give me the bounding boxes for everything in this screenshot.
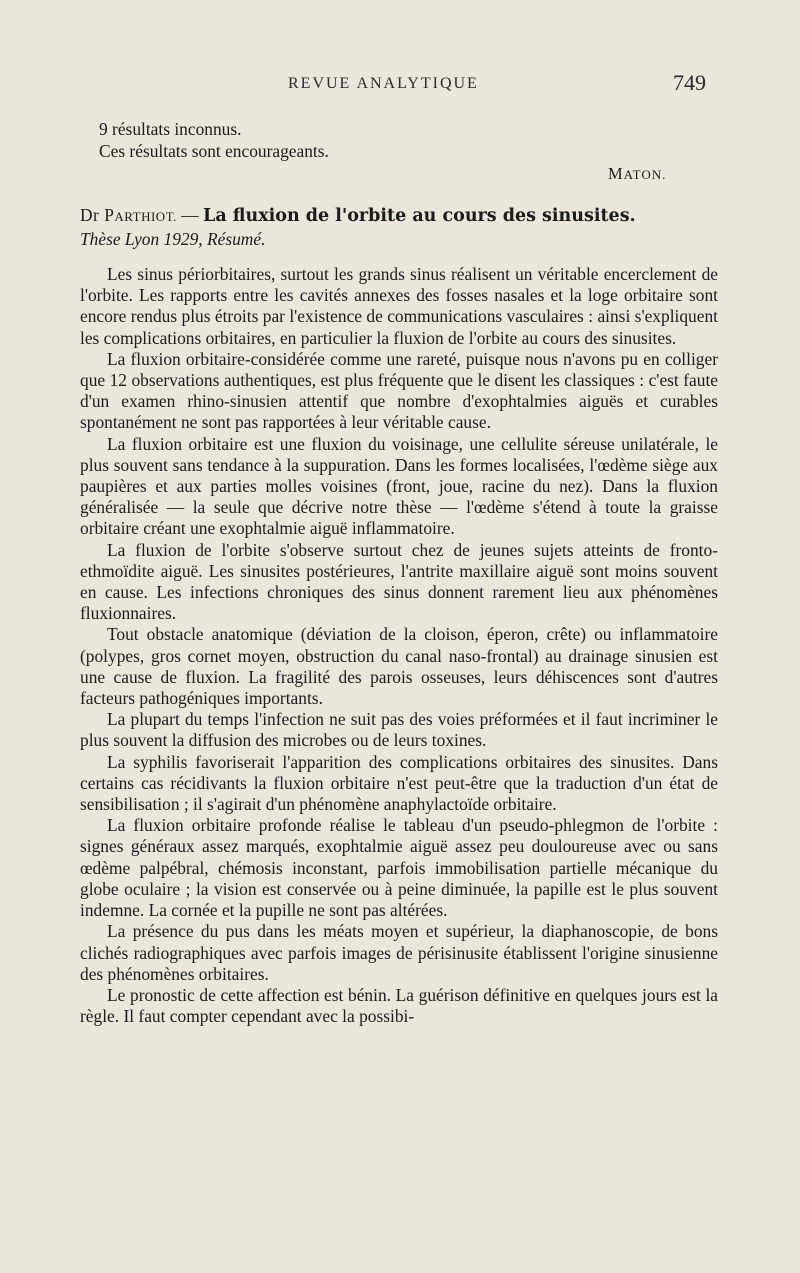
author-initial: P — [104, 205, 115, 225]
article-body — [80, 264, 718, 1027]
author-rest: ARTHIOT. — [114, 209, 177, 224]
previous-article-line: Ces résultats sont encourageants. — [99, 141, 329, 161]
page-number: 749 — [673, 70, 706, 95]
article-author — [80, 205, 177, 225]
body-paragraph: La fluxion orbitaire-considérée comme une rareté, puisque nous n'avons pu en colliger que 12 observations authentiques, est plus fréquente que le disent les classiques : c'est faute d'un examen rhino-sinusien attentif que nombre d'exophtalmies aiguës et curables spontanément ne sont pas rapportées à leur véritable cause. — [80, 348, 718, 433]
body-paragraph: La plupart du temps l'infection ne suit pas des voies préformées et il faut incriminer le plus souvent la diffusion des microbes ou de leurs toxines. — [80, 709, 718, 751]
body-paragraph: Le pronostic de cette affection est bénin. La guérison définitive en quelques jours est la règle. Il faut compter cependant avec la possibi- — [80, 984, 718, 1027]
article-source: Thèse Lyon 1929, Résumé. — [80, 229, 266, 249]
heading-dash: — — [176, 205, 204, 225]
reviewer-signature — [608, 164, 666, 184]
body-paragraph: La syphilis favoriserait l'apparition des complications orbitaires des sinusites. Dans certains cas récidivants la fluxion orbitaire n'est peut-être que la traduction d'un état de sensibilisation ; il s'agirait d'un phénomène anaphylactoïde orbitaire. — [80, 751, 718, 815]
body-paragraph: La fluxion de l'orbite s'observe surtout chez de jeunes sujets atteints de fronto-ethmoïdite aiguë. Les sinusites postérieures, l'antrite maxillaire aiguë sont moins souvent en cause. Les infections chroniques des sinus donnent rarement lieu aux phénomènes fluxionnaires. — [80, 539, 718, 624]
body-paragraph: Les sinus périorbitaires, surtout les grands sinus réalisent un véritable encerclement de l'orbite. Les rapports entre les cavités annexes des fosses nasales et la loge orbitaire sont encore rendus plus étroits par l'existence de communications vasculaires : ainsi s'expliquent les complications orbitaires, en particulier la fluxion de l'orbite au cours des sinusites. — [80, 264, 718, 348]
signature-rest: ATON. — [623, 167, 667, 182]
previous-article-line: 9 résultats inconnus. — [99, 119, 242, 139]
running-title: REVUE ANALYTIQUE — [288, 75, 479, 92]
author-prefix: Dr — [80, 205, 105, 225]
article-heading — [80, 204, 725, 250]
body-paragraph: La présence du pus dans les méats moyen et supérieur, la diaphanoscopie, de bons clichés radiographiques avec parfois images de périsinusite établissent l'origine sinusienne des phénomènes orbitaires. — [80, 921, 718, 984]
body-paragraph: La fluxion orbitaire est une fluxion du voisinage, une cellulite séreuse unilatérale, le plus souvent sans tendance à la suppuration. Dans les formes localisées, l'œdème siège aux paupières et aux parties molles voisines (front, joue, racine du nez). Dans la fluxion généralisée — la seule que décrive notre thèse — l'œdème s'étend à toute la graisse orbitaire créant une exophtalmie aiguë inflammatoire. — [80, 433, 718, 539]
signature-initial: M — [608, 164, 624, 183]
previous-article-ending — [99, 118, 719, 162]
body-paragraph: Tout obstacle anatomique (déviation de la cloison, éperon, crête) ou inflammatoire (polypes, gros cornet moyen, obstruction du canal naso-frontal) au drainage sinusien est une cause de fluxion. La fragilité des parois osseuses, leurs déhiscences sont d'autres facteurs pathogéniques importants. — [80, 624, 718, 709]
article-title: La fluxion de l'orbite au cours des sinusites. — [203, 206, 636, 226]
body-paragraph: La fluxion orbitaire profonde réalise le tableau d'un pseudo-phlegmon de l'orbite : signes généraux assez marqués, exophtalmie aiguë assez peu douloureuse avec ou sans œdème palpébral, chémosis inconstant, parfois immobilisation partielle mécanique du globe oculaire ; la vision est conservée ou à peine diminuée, la papille est le plus souvent indemne. La cornée et la pupille ne sont pas altérées. — [80, 815, 718, 921]
